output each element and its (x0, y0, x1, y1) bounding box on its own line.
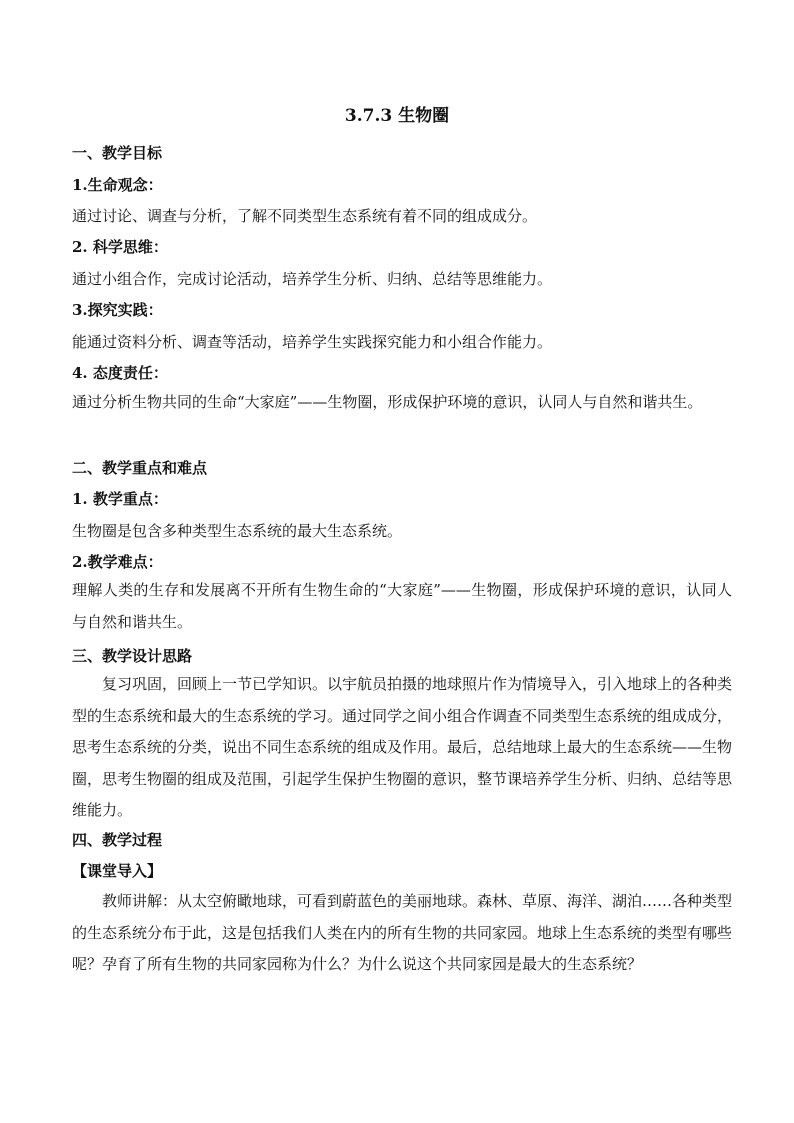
difficulty-text: 理解人类的生存和发展离不开所有生物生命的“大家庭”——生物圈，形成保护环境的意识，认同人与自然和谐共生。 (72, 581, 732, 631)
objective-3-text: 能通过资料分析、调查等活动，培养学生实践探究能力和小组合作能力。 (72, 333, 553, 351)
class-intro-paragraph: 教师讲解：从太空俯瞰地球，可看到蔚蓝色的美丽地球。森林、草原、海洋、湖泊……各种类型的生态系统分布于此，这是包括我们人类在内的所有生物的共同家园。地球上生态系统的类型有哪些呢？孕育了所有生物的共同家园称为什么？为什么说这个共同家园是最大的生态系统？ (72, 892, 733, 973)
document-title: 3.7.3 生物圈 (344, 106, 450, 126)
section-heading-objectives: 一、教学目标 (72, 144, 163, 162)
objective-1-text: 通过讨论、调查与分析，了解不同类型生态系统有着不同的组成成分。 (72, 207, 538, 225)
key-point-text: 生物圈是包含多种类型生态系统的最大生态系统。 (72, 522, 403, 540)
objective-2-text: 通过小组合作，完成讨论活动，培养学生分析、归纳、总结等思维能力。 (72, 270, 553, 288)
section-heading-process: 四、教学过程 (72, 831, 163, 849)
design-paragraph: 复习巩固，回顾上一节已学知识。以宇航员拍摄的地球照片作为情境导入，引入地球上的各种类型的生态系统和最大的生态系统的学习。通过同学之间小组合作调查不同类型生态系统的组成成分，思考生态系统的分类，说出不同生态系统的组成及作用。最后，总结地球上最大的生态系统——生物圈，思考生物圈的组成及范围，引起学生保护生物圈的意识，整节课培养学生分析、归纳、总结等思维能力。 (72, 675, 733, 819)
difficulty-heading: 2.教学难点： (72, 553, 163, 571)
objective-4-text: 通过分析生物共同的生命“大家庭”——生物圈，形成保护环境的意识，认同人与自然和谐共生。 (72, 393, 703, 411)
objective-2-heading: 2. 科学思维： (72, 238, 168, 256)
class-intro-heading: 【课堂导入】 (72, 862, 163, 880)
objective-4-heading: 4. 态度责任： (72, 364, 168, 382)
objective-3-heading: 3.探究实践： (72, 301, 163, 319)
key-point-heading: 1. 教学重点： (72, 490, 168, 508)
section-heading-key-points: 二、教学重点和难点 (72, 459, 208, 477)
section-heading-design: 三、教学设计思路 (72, 647, 193, 665)
objective-1-heading: 1.生命观念： (72, 176, 163, 194)
